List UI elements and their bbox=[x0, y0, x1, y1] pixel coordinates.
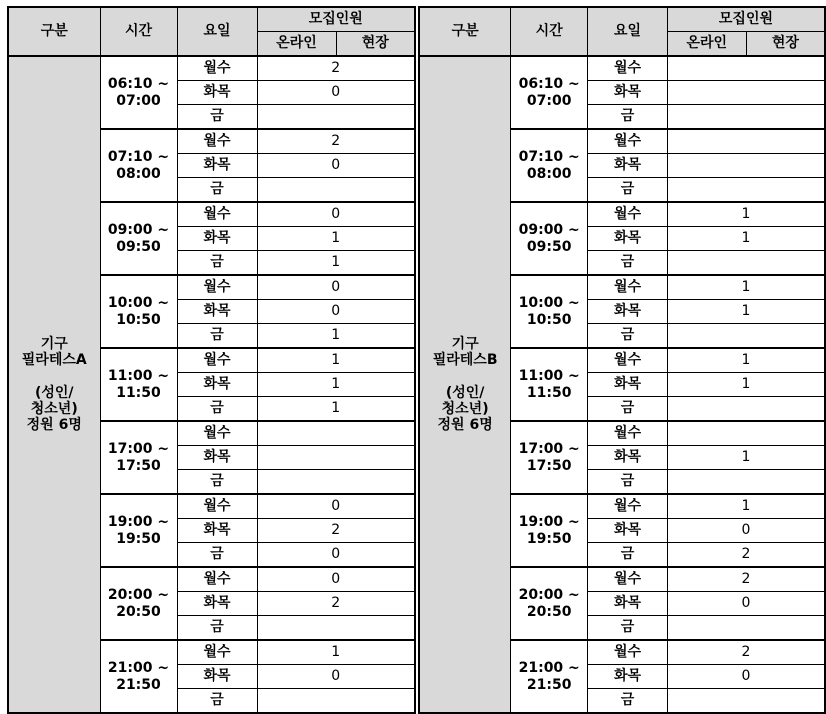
count-cell bbox=[257, 689, 415, 714]
day-cell: 화목 bbox=[177, 81, 257, 105]
count-cell: 1 bbox=[667, 300, 825, 324]
day-cell: 월수 bbox=[588, 129, 668, 154]
time-start: 19:00 ~ bbox=[518, 514, 580, 531]
count-cell bbox=[667, 324, 825, 349]
count-cell: 2 bbox=[257, 592, 415, 616]
day-cell: 화목 bbox=[588, 519, 668, 543]
time-end: 21:50 bbox=[526, 676, 572, 693]
time-cell bbox=[100, 421, 177, 494]
category-cell bbox=[419, 56, 511, 713]
time-start: 17:00 ~ bbox=[107, 441, 170, 458]
day-cell: 화목 bbox=[177, 665, 257, 689]
schedule-table-a-wrapper bbox=[7, 6, 416, 714]
time-start: 06:10 ~ bbox=[518, 76, 580, 93]
count-cell: 1 bbox=[667, 494, 825, 519]
category-line: 필라테스A bbox=[21, 352, 87, 369]
count-cell: 1 bbox=[257, 227, 415, 251]
day-cell: 금 bbox=[588, 616, 668, 641]
time-cell bbox=[100, 640, 177, 713]
day-cell: 금 bbox=[588, 178, 668, 203]
day-cell: 금 bbox=[177, 616, 257, 641]
time-cell bbox=[100, 56, 177, 129]
time-cell bbox=[511, 421, 588, 494]
count-cell: 1 bbox=[257, 324, 415, 349]
count-cell bbox=[257, 421, 415, 446]
day-cell: 금 bbox=[177, 324, 257, 349]
header-online: 온라인 bbox=[667, 32, 746, 57]
count-cell bbox=[257, 616, 415, 641]
category-line: 청소년) bbox=[441, 400, 489, 417]
day-cell: 월수 bbox=[588, 567, 668, 592]
count-cell: 1 bbox=[667, 202, 825, 227]
day-cell: 화목 bbox=[588, 446, 668, 470]
day-cell: 화목 bbox=[588, 81, 668, 105]
day-cell: 월수 bbox=[177, 202, 257, 227]
count-cell: 2 bbox=[667, 567, 825, 592]
day-cell: 월수 bbox=[588, 56, 668, 81]
header-category: 구분 bbox=[8, 7, 100, 56]
category-line: 기구 bbox=[40, 336, 68, 353]
time-cell bbox=[511, 494, 588, 567]
day-cell: 금 bbox=[588, 105, 668, 130]
time-start: 21:00 ~ bbox=[107, 660, 170, 677]
day-cell: 금 bbox=[588, 689, 668, 714]
day-cell: 월수 bbox=[588, 275, 668, 300]
count-cell bbox=[667, 397, 825, 422]
time-start: 09:00 ~ bbox=[107, 222, 170, 239]
count-cell bbox=[667, 616, 825, 641]
count-cell bbox=[257, 105, 415, 130]
day-cell: 화목 bbox=[177, 227, 257, 251]
table-row bbox=[8, 56, 415, 81]
count-cell: 1 bbox=[667, 227, 825, 251]
count-cell: 1 bbox=[257, 640, 415, 665]
category-line: 필라테스B bbox=[432, 352, 498, 369]
day-cell: 금 bbox=[177, 178, 257, 203]
count-cell bbox=[667, 129, 825, 154]
time-end: 09:50 bbox=[526, 238, 572, 255]
day-cell: 화목 bbox=[177, 300, 257, 324]
day-cell: 월수 bbox=[588, 494, 668, 519]
count-cell: 1 bbox=[667, 373, 825, 397]
table-row bbox=[419, 56, 825, 81]
day-cell: 금 bbox=[177, 251, 257, 276]
count-cell: 0 bbox=[257, 543, 415, 568]
day-cell: 월수 bbox=[588, 202, 668, 227]
category-line: (성인/ bbox=[445, 384, 485, 401]
count-cell: 0 bbox=[257, 567, 415, 592]
category-line: (성인/ bbox=[34, 384, 74, 401]
time-end: 10:50 bbox=[116, 311, 161, 328]
count-cell: 2 bbox=[257, 56, 415, 81]
schedule-table bbox=[7, 6, 416, 714]
time-start: 09:00 ~ bbox=[518, 222, 580, 239]
count-cell bbox=[667, 81, 825, 105]
header-online: 온라인 bbox=[257, 32, 336, 57]
time-start: 10:00 ~ bbox=[107, 295, 170, 312]
count-cell bbox=[667, 421, 825, 446]
count-cell bbox=[667, 105, 825, 130]
time-start: 17:00 ~ bbox=[518, 441, 580, 458]
category-line bbox=[9, 368, 100, 384]
header-time: 시간 bbox=[511, 7, 588, 56]
time-end: 19:50 bbox=[526, 530, 572, 547]
day-cell: 금 bbox=[588, 543, 668, 568]
schedule-table-b-wrapper bbox=[418, 6, 826, 714]
count-cell: 1 bbox=[257, 251, 415, 276]
time-end: 21:50 bbox=[116, 676, 161, 693]
count-cell bbox=[257, 470, 415, 495]
time-end: 07:00 bbox=[116, 92, 161, 109]
count-cell bbox=[257, 178, 415, 203]
day-cell: 화목 bbox=[177, 519, 257, 543]
day-cell: 월수 bbox=[588, 640, 668, 665]
day-cell: 화목 bbox=[588, 373, 668, 397]
time-start: 10:00 ~ bbox=[518, 295, 580, 312]
category-line bbox=[420, 368, 510, 384]
time-end: 19:50 bbox=[116, 530, 161, 547]
count-cell: 0 bbox=[257, 275, 415, 300]
time-start: 11:00 ~ bbox=[107, 368, 170, 385]
header-recruit: 모집인원 bbox=[667, 7, 825, 32]
day-cell: 화목 bbox=[588, 227, 668, 251]
time-cell bbox=[511, 640, 588, 713]
time-cell bbox=[100, 494, 177, 567]
count-cell: 2 bbox=[257, 129, 415, 154]
day-cell: 월수 bbox=[177, 494, 257, 519]
time-cell bbox=[511, 129, 588, 202]
day-cell: 금 bbox=[177, 470, 257, 495]
count-cell: 1 bbox=[667, 446, 825, 470]
count-cell: 1 bbox=[257, 397, 415, 422]
day-cell: 금 bbox=[588, 397, 668, 422]
day-cell: 월수 bbox=[177, 348, 257, 373]
time-cell bbox=[511, 202, 588, 275]
day-cell: 화목 bbox=[588, 300, 668, 324]
category-line: 정원 6명 bbox=[437, 416, 493, 433]
count-cell: 0 bbox=[257, 202, 415, 227]
count-cell bbox=[667, 251, 825, 276]
day-cell: 금 bbox=[177, 397, 257, 422]
count-cell bbox=[257, 446, 415, 470]
day-cell: 화목 bbox=[588, 665, 668, 689]
day-cell: 화목 bbox=[177, 592, 257, 616]
day-cell: 월수 bbox=[588, 348, 668, 373]
day-cell: 금 bbox=[588, 324, 668, 349]
time-start: 20:00 ~ bbox=[107, 587, 170, 604]
header-day: 요일 bbox=[177, 7, 257, 56]
count-cell: 0 bbox=[667, 592, 825, 616]
day-cell: 화목 bbox=[177, 154, 257, 178]
day-cell: 화목 bbox=[177, 446, 257, 470]
header-recruit: 모집인원 bbox=[257, 7, 415, 32]
time-cell bbox=[100, 202, 177, 275]
time-cell bbox=[100, 567, 177, 640]
count-cell: 1 bbox=[257, 373, 415, 397]
time-start: 19:00 ~ bbox=[107, 514, 170, 531]
day-cell: 금 bbox=[177, 543, 257, 568]
category-line: 기구 bbox=[451, 336, 479, 353]
count-cell: 0 bbox=[257, 154, 415, 178]
day-cell: 월수 bbox=[177, 275, 257, 300]
day-cell: 월수 bbox=[177, 56, 257, 81]
count-cell: 0 bbox=[257, 494, 415, 519]
time-start: 06:10 ~ bbox=[107, 76, 170, 93]
day-cell: 월수 bbox=[177, 567, 257, 592]
schedule-table bbox=[418, 6, 826, 714]
time-end: 08:00 bbox=[526, 165, 572, 182]
count-cell: 2 bbox=[667, 640, 825, 665]
time-end: 20:50 bbox=[116, 603, 161, 620]
count-cell: 0 bbox=[257, 300, 415, 324]
time-end: 09:50 bbox=[116, 238, 161, 255]
time-start: 11:00 ~ bbox=[518, 368, 580, 385]
count-cell: 2 bbox=[257, 519, 415, 543]
count-cell: 0 bbox=[257, 665, 415, 689]
count-cell: 0 bbox=[667, 519, 825, 543]
count-cell bbox=[667, 154, 825, 178]
count-cell: 1 bbox=[667, 275, 825, 300]
category-line: 정원 6명 bbox=[26, 416, 82, 433]
header-category: 구분 bbox=[419, 7, 511, 56]
header-time: 시간 bbox=[100, 7, 177, 56]
time-start: 07:10 ~ bbox=[107, 149, 170, 166]
day-cell: 월수 bbox=[588, 421, 668, 446]
time-end: 11:50 bbox=[116, 384, 161, 401]
time-cell bbox=[511, 275, 588, 348]
day-cell: 금 bbox=[177, 689, 257, 714]
count-cell: 0 bbox=[257, 81, 415, 105]
day-cell: 금 bbox=[177, 105, 257, 130]
count-cell bbox=[667, 178, 825, 203]
count-cell bbox=[667, 689, 825, 714]
count-cell: 1 bbox=[257, 348, 415, 373]
time-start: 21:00 ~ bbox=[518, 660, 580, 677]
time-start: 20:00 ~ bbox=[518, 587, 580, 604]
category-line: 청소년) bbox=[30, 400, 78, 417]
count-cell: 2 bbox=[667, 543, 825, 568]
time-cell bbox=[511, 56, 588, 129]
day-cell: 금 bbox=[588, 470, 668, 495]
count-cell bbox=[667, 56, 825, 81]
day-cell: 월수 bbox=[177, 640, 257, 665]
day-cell: 화목 bbox=[588, 592, 668, 616]
time-end: 07:00 bbox=[526, 92, 572, 109]
header-onsite: 현장 bbox=[336, 32, 415, 57]
time-end: 17:50 bbox=[116, 457, 161, 474]
category-cell bbox=[8, 56, 100, 713]
time-cell bbox=[100, 129, 177, 202]
day-cell: 화목 bbox=[177, 373, 257, 397]
time-end: 11:50 bbox=[526, 384, 572, 401]
count-cell: 0 bbox=[667, 665, 825, 689]
day-cell: 화목 bbox=[588, 154, 668, 178]
day-cell: 월수 bbox=[177, 421, 257, 446]
time-end: 08:00 bbox=[116, 165, 161, 182]
time-end: 17:50 bbox=[526, 457, 572, 474]
count-cell bbox=[667, 470, 825, 495]
time-start: 07:10 ~ bbox=[518, 149, 580, 166]
time-cell bbox=[511, 348, 588, 421]
count-cell: 1 bbox=[667, 348, 825, 373]
header-onsite: 현장 bbox=[746, 32, 825, 57]
day-cell: 금 bbox=[588, 251, 668, 276]
time-cell bbox=[100, 275, 177, 348]
time-end: 10:50 bbox=[526, 311, 572, 328]
time-cell bbox=[100, 348, 177, 421]
day-cell: 월수 bbox=[177, 129, 257, 154]
header-day: 요일 bbox=[588, 7, 668, 56]
time-cell bbox=[511, 567, 588, 640]
time-end: 20:50 bbox=[526, 603, 572, 620]
